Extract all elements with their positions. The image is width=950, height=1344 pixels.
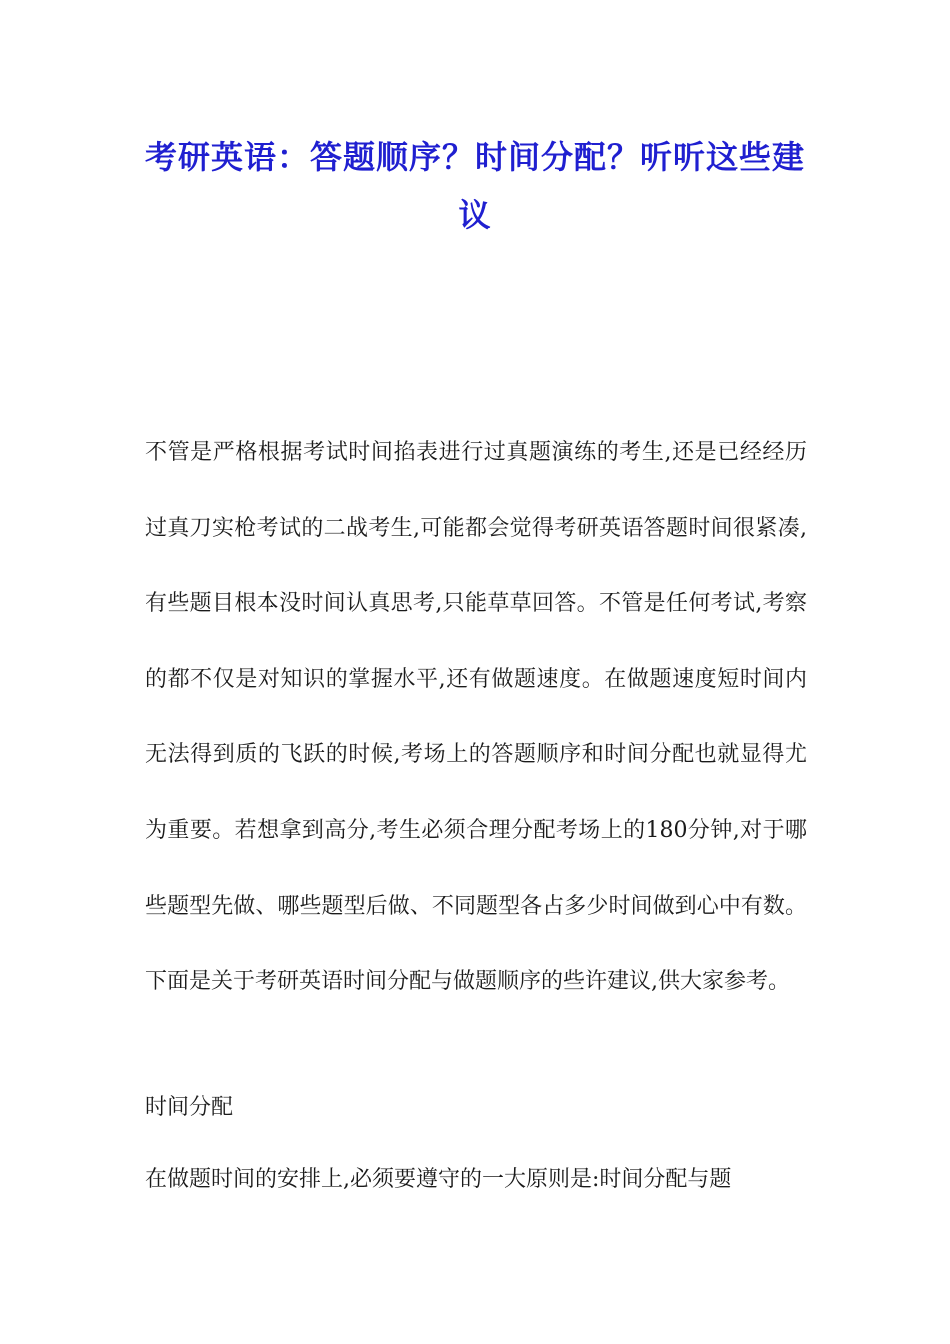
section-heading-time-allocation: 时间分配 <box>145 1095 234 1120</box>
section-paragraph: 在做题时间的安排上,必须要遵守的一大原则是:时间分配与题 <box>145 1167 732 1192</box>
document-title: 考研英语：答题顺序？时间分配？听听这些建议 <box>145 138 806 234</box>
intro-paragraph: 不管是严格根据考试时间掐表进行过真题演练的考生,还是已经经历过真刀实枪考试的二战考生,可能都会觉得考研英语答题时间很紧凑,有些题目根本没时间认真思考,只能草草回答。不管是任何考试,考察的都不仅是对知识的掌握水平,还有做题速度。在做题速度短时间内无法得到质的飞跃的时候,考场上的答题顺序和时间分配也就显得尤为重要。若想拿到高分,考生必须合理分配考场上的180分钟,对于哪些题型先做、哪些题型后做、不同题型各占多少时间做到心中有数。下面是关于考研英语时间分配与做题顺序的些许建议,供大家参考。 <box>145 440 807 995</box>
